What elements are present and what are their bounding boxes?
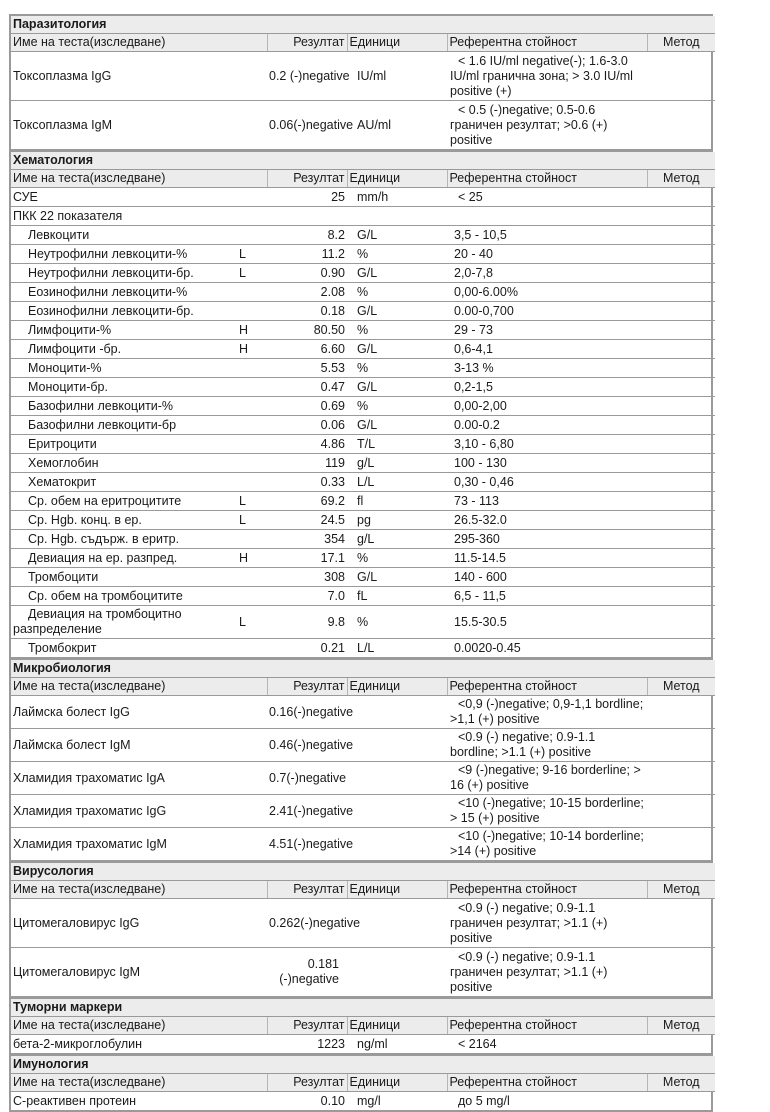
result: 69.2 [267, 492, 347, 511]
flag [237, 416, 267, 435]
test-name: Ср. обем на еритроцитите [11, 492, 237, 511]
table-row [11, 549, 715, 568]
flag [237, 568, 267, 587]
method [647, 530, 715, 549]
units: mg/l [357, 1093, 381, 1108]
table-row [11, 101, 715, 150]
units: G/L [347, 264, 447, 283]
table-row [11, 639, 715, 658]
units [347, 207, 447, 226]
table-row [11, 568, 715, 587]
col-header-result: Резултат [267, 34, 347, 52]
table-row [11, 762, 715, 795]
test-name: Неутрофилни левкоцити-% [11, 245, 237, 264]
col-header-result: Резултат [267, 1074, 347, 1092]
units: % [347, 606, 447, 639]
test-name: Еозинофилни левкоцити-% [11, 283, 237, 302]
reference: 0.00-0,700 [454, 303, 514, 318]
reference: 11.5-14.5 [454, 550, 506, 565]
col-header-name: Име на теста(изследване) [11, 1017, 267, 1035]
units: % [347, 245, 447, 264]
section-title: Вирусология [11, 863, 715, 881]
test-name: Лаймска болест IgG [11, 696, 237, 729]
reference: 3-13 % [454, 360, 494, 375]
section-parasitology [9, 14, 713, 151]
col-header-method: Метод [647, 34, 715, 52]
units: G/L [347, 226, 447, 245]
flag: H [237, 321, 267, 340]
test-name: Девиация на ер. разпред. [11, 549, 237, 568]
flag [237, 828, 267, 861]
test-name: Хламидия трахоматис IgA [11, 762, 237, 795]
col-header-reference: Референтна стойност [447, 1017, 647, 1035]
units: G/L [347, 302, 447, 321]
section-title: Хематология [11, 152, 715, 170]
method [647, 828, 715, 861]
flag [237, 473, 267, 492]
result: 0.21 [320, 640, 345, 655]
table-row [11, 302, 715, 321]
test-name: бета-2-микроглобулин [13, 1036, 143, 1051]
units: mm/h [347, 188, 447, 207]
method [647, 729, 715, 762]
flag [237, 359, 267, 378]
table-row [11, 473, 715, 492]
result: 0.06 [267, 416, 347, 435]
test-name: Еритроцити [11, 435, 237, 454]
table-row [11, 492, 715, 511]
table-row [11, 340, 715, 359]
test-name: Лаймска болест IgM [11, 729, 237, 762]
flag [237, 397, 267, 416]
col-header-name: Име на теста(изследване) [11, 34, 267, 52]
col-header-units: Единици [347, 34, 447, 52]
method [647, 226, 715, 245]
test-name: Хемоглобин [11, 454, 237, 473]
test-name: Токсоплазма IgG [11, 52, 237, 101]
result: 8.2 [267, 226, 347, 245]
result: 7.0 [267, 587, 347, 606]
reference: 2,0-7,8 [454, 265, 493, 280]
method [647, 264, 715, 283]
result: 24.5 [267, 511, 347, 530]
table-row [11, 948, 715, 997]
units [347, 795, 447, 828]
reference: <10 (-)negative; 10-14 borderline; >14 (+) positive [450, 829, 644, 858]
method [647, 207, 715, 226]
flag [237, 226, 267, 245]
result: 0.18 [267, 302, 347, 321]
result: 17.1 [267, 549, 347, 568]
flag [237, 1035, 267, 1054]
method [647, 397, 715, 416]
test-name: Хламидия трахоматис IgG [11, 795, 237, 828]
reference: <9 (-)negative; 9-16 borderline; > 16 (+) positive [450, 763, 641, 792]
reference: 20 - 40 [454, 246, 493, 261]
table-row [11, 587, 715, 606]
method [647, 492, 715, 511]
flag [237, 587, 267, 606]
units: g/L [347, 530, 447, 549]
section-title: Паразитология [11, 16, 715, 34]
reference: <0,9 (-)negative; 0,9-1,1 bordline; >1,1 (+) positive [450, 697, 644, 726]
table-row [11, 321, 715, 340]
col-header-result: Резултат [267, 1017, 347, 1035]
units: % [347, 283, 447, 302]
test-name: Лимфоцити-% [11, 321, 237, 340]
col-header-units: Единици [347, 170, 447, 188]
units: fl [347, 492, 447, 511]
test-name: Лимфоцити -бр. [11, 340, 237, 359]
method [647, 454, 715, 473]
result: 11.2 [267, 245, 347, 264]
test-name: Левкоцити [11, 226, 237, 245]
flag: L [237, 511, 267, 530]
test-name: Моноцити-бр. [11, 378, 237, 397]
col-header-method: Метод [647, 170, 715, 188]
reference: 0,2-1,5 [454, 379, 493, 394]
reference: < 0.5 (-)negative; 0.5-0.6 граничен резултат; >0.6 (+) positive [450, 102, 608, 147]
reference: <10 (-)negative; 10-15 borderline; > 15 (+) positive [450, 796, 644, 825]
reference: 3,5 - 10,5 [454, 227, 507, 242]
test-name: Девиация на тромбоцитно разпределение [11, 606, 237, 639]
flag [237, 530, 267, 549]
test-name: ПКК 22 показателя [11, 207, 237, 226]
units: T/L [347, 435, 447, 454]
units: % [347, 321, 447, 340]
units: G/L [347, 568, 447, 587]
result: 0.181 (-)negative [279, 957, 339, 986]
table-row [11, 899, 715, 948]
test-name: Еозинофилни левкоцити-бр. [11, 302, 237, 321]
col-header-method: Метод [647, 1074, 715, 1092]
result: 6.60 [267, 340, 347, 359]
units: G/L [347, 416, 447, 435]
test-name: СУЕ [11, 188, 237, 207]
result: 0.7(-)negative [267, 762, 347, 795]
col-header-name: Име на теста(изследване) [11, 170, 267, 188]
test-name: Ср. обем на тромбоцитите [11, 587, 237, 606]
col-header-method: Метод [647, 678, 715, 696]
test-name: Ср. Hgb. конц. в ер. [11, 511, 237, 530]
result: 119 [267, 454, 347, 473]
result: 2.08 [267, 283, 347, 302]
section-virology [9, 861, 713, 998]
result: 80.50 [267, 321, 347, 340]
table-row [11, 435, 715, 454]
method [647, 473, 715, 492]
test-name: Тромбокрит [28, 640, 97, 655]
method [647, 511, 715, 530]
units: G/L [347, 378, 447, 397]
reference: 15.5-30.5 [454, 614, 507, 629]
method [647, 762, 715, 795]
table-row [11, 729, 715, 762]
section-immunology [9, 1054, 713, 1112]
result: 0.90 [267, 264, 347, 283]
reference: 100 - 130 [454, 455, 507, 470]
units [347, 696, 447, 729]
test-name: С-реактивен протеин [13, 1093, 137, 1108]
units [347, 762, 447, 795]
reference: <0.9 (-) negative; 0.9-1.1 bordline; >1.1 (+) positive [450, 730, 596, 759]
col-header-units: Единици [347, 1074, 447, 1092]
reference: 0,00-2,00 [454, 398, 507, 413]
flag [237, 302, 267, 321]
method [647, 416, 715, 435]
table-row [11, 696, 715, 729]
flag [237, 948, 267, 997]
method [647, 302, 715, 321]
col-header-reference: Референтна стойност [447, 170, 647, 188]
method [647, 188, 715, 207]
col-header-method: Метод [647, 1017, 715, 1035]
result: 9.8 [267, 606, 347, 639]
units: L/L [347, 473, 447, 492]
method [647, 1092, 715, 1111]
test-name: Базофилни левкоцити-бр [11, 416, 237, 435]
method [647, 435, 715, 454]
section-hematology [9, 150, 713, 659]
section-microbiology [9, 658, 713, 862]
reference: < 2164 [458, 1036, 497, 1051]
flag [237, 283, 267, 302]
col-header-result: Резултат [267, 678, 347, 696]
section-title: Микробиология [11, 660, 715, 678]
col-header-name: Име на теста(изследване) [11, 881, 267, 899]
table-row [11, 828, 715, 861]
test-name: Хематокрит [11, 473, 237, 492]
method [647, 587, 715, 606]
units: L/L [357, 640, 375, 655]
flag [237, 899, 267, 948]
table-row [11, 52, 715, 101]
col-header-result: Резултат [267, 881, 347, 899]
reference: 0.0020-0.45 [454, 640, 521, 655]
col-header-result: Резултат [267, 170, 347, 188]
table-row [11, 606, 715, 639]
reference: 140 - 600 [454, 569, 507, 584]
result: 0.47 [267, 378, 347, 397]
result: 0.16(-)negative [267, 696, 347, 729]
col-header-reference: Референтна стойност [447, 34, 647, 52]
method [647, 899, 715, 948]
units: % [347, 549, 447, 568]
method [647, 283, 715, 302]
section-title: Имунология [11, 1056, 715, 1074]
table-row [11, 207, 715, 226]
units: IU/ml [347, 52, 447, 101]
table-row [11, 511, 715, 530]
table-row [11, 397, 715, 416]
flag [237, 101, 267, 150]
reference: 29 - 73 [454, 322, 493, 337]
result: 0.46(-)negative [267, 729, 347, 762]
table-row [11, 454, 715, 473]
result: 0.262(-)negative [267, 899, 347, 948]
reference: 3,10 - 6,80 [454, 436, 514, 451]
test-name: Тромбоцити [11, 568, 237, 587]
method [647, 101, 715, 150]
col-header-reference: Референтна стойност [447, 1074, 647, 1092]
result: 0.33 [267, 473, 347, 492]
flag [237, 207, 267, 226]
reference: <0.9 (-) negative; 0.9-1.1 граничен резултат; >1.1 (+) positive [450, 900, 608, 945]
flag [237, 435, 267, 454]
result: 2.41(-)negative [267, 795, 347, 828]
units [347, 729, 447, 762]
test-name: Токсоплазма IgM [13, 117, 113, 132]
reference: 0.00-0.2 [454, 417, 500, 432]
method [647, 1035, 715, 1054]
table-row [11, 188, 715, 207]
flag [237, 1092, 267, 1111]
col-header-name: Име на теста(изследване) [11, 678, 267, 696]
table-row [11, 795, 715, 828]
col-header-name: Име на теста(изследване) [11, 1074, 267, 1092]
reference: < 25 [458, 189, 483, 204]
units [347, 899, 447, 948]
result: 0.69 [267, 397, 347, 416]
table-row [11, 378, 715, 397]
test-name: Моноцити-% [11, 359, 237, 378]
method [647, 568, 715, 587]
table-row [11, 245, 715, 264]
table-row [11, 530, 715, 549]
flag: H [237, 549, 267, 568]
flag: H [237, 340, 267, 359]
units: % [347, 359, 447, 378]
method [647, 639, 715, 658]
reference: < 1.6 IU/ml negative(-); 1.6-3.0 IU/ml гранична зона; > 3.0 IU/ml positive (+) [450, 53, 633, 98]
flag [237, 795, 267, 828]
flag: L [237, 245, 267, 264]
col-header-method: Метод [647, 881, 715, 899]
reference: 6,5 - 11,5 [454, 588, 506, 603]
col-header-units: Единици [347, 1017, 447, 1035]
units: pg [347, 511, 447, 530]
flag [237, 762, 267, 795]
method [647, 606, 715, 639]
units: AU/ml [357, 117, 392, 132]
result: 0.06(-)negative [269, 117, 354, 132]
reference: 26.5-32.0 [454, 512, 507, 527]
units: % [347, 397, 447, 416]
table-row [11, 1035, 715, 1054]
units: G/L [347, 340, 447, 359]
method [647, 378, 715, 397]
test-name: Цитомегаловирус IgG [11, 899, 237, 948]
section-tumor-markers [9, 997, 713, 1055]
flag [237, 729, 267, 762]
method [647, 52, 715, 101]
flag: L [237, 264, 267, 283]
units [347, 828, 447, 861]
section-title: Туморни маркери [11, 999, 715, 1017]
method [647, 795, 715, 828]
flag [237, 378, 267, 397]
result: 308 [267, 568, 347, 587]
result: 5.53 [267, 359, 347, 378]
result: 4.51(-)negative [269, 836, 354, 851]
test-name: Неутрофилни левкоцити-бр. [11, 264, 237, 283]
test-name: Ср. Hgb. съдърж. в еритр. [11, 530, 237, 549]
flag [237, 52, 267, 101]
table-row [11, 283, 715, 302]
reference: до 5 mg/l [458, 1093, 510, 1108]
flag: L [237, 492, 267, 511]
result: 25 [267, 188, 347, 207]
units: ng/ml [357, 1036, 388, 1051]
method [647, 549, 715, 568]
flag [237, 696, 267, 729]
col-header-reference: Референтна стойност [447, 678, 647, 696]
method [647, 340, 715, 359]
method [647, 321, 715, 340]
reference: 295-360 [454, 531, 500, 546]
result: 0.2 (-)negative [267, 52, 347, 101]
method [647, 245, 715, 264]
flag [237, 188, 267, 207]
col-header-units: Единици [347, 678, 447, 696]
method [647, 359, 715, 378]
flag: L [237, 606, 267, 639]
result: 0.10 [320, 1093, 345, 1108]
col-header-units: Единици [347, 881, 447, 899]
result [267, 207, 347, 226]
method [647, 948, 715, 997]
table-row [11, 226, 715, 245]
test-name: Хламидия трахоматис IgM [13, 836, 167, 851]
test-name: Цитомегаловирус IgM [13, 964, 141, 979]
result: 4.86 [267, 435, 347, 454]
reference: <0.9 (-) negative; 0.9-1.1 граничен резултат; >1.1 (+) positive [450, 949, 608, 994]
reference: 73 - 113 [454, 493, 499, 508]
flag [237, 454, 267, 473]
test-name: Базофилни левкоцити-% [11, 397, 237, 416]
table-row [11, 264, 715, 283]
method [647, 696, 715, 729]
reference: 0,30 - 0,46 [454, 474, 514, 489]
result: 354 [267, 530, 347, 549]
reference: 0,6-4,1 [454, 341, 493, 356]
table-row [11, 416, 715, 435]
flag [237, 639, 267, 658]
units: g/L [347, 454, 447, 473]
lab-report [9, 15, 713, 1112]
units: fL [347, 587, 447, 606]
units [347, 948, 447, 997]
reference: 0,00-6.00% [454, 284, 518, 299]
result: 1223 [317, 1036, 345, 1051]
table-row [11, 1092, 715, 1111]
col-header-reference: Референтна стойност [447, 881, 647, 899]
table-row [11, 359, 715, 378]
